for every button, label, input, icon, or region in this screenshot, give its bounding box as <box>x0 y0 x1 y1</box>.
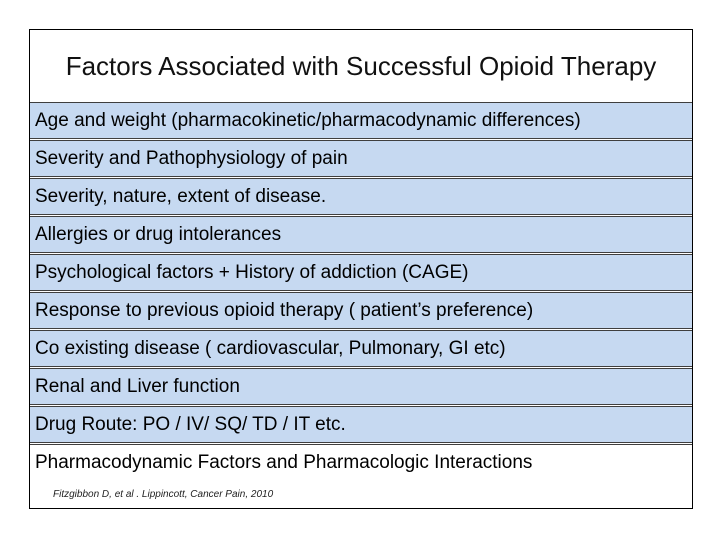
factor-row-renal-liver: Renal and Liver function <box>30 368 692 405</box>
factor-row-disease-extent: Severity, nature, extent of disease. <box>30 178 692 215</box>
factor-row-previous-response: Response to previous opioid therapy ( patient’s preference) <box>30 292 692 329</box>
citation-text: Fitzgibbon D, et al . Lippincott, Cancer Pain, 2010 <box>53 489 274 500</box>
factor-row-pharmacodynamic: Pharmacodynamic Factors and Pharmacologic Interactions <box>30 444 692 481</box>
factor-row-drug-route: Drug Route: PO / IV/ SQ/ TD / IT etc. <box>30 406 692 443</box>
slide-title: Factors Associated with Successful Opioid Therapy <box>65 50 657 81</box>
factor-row-age-weight: Age and weight (pharmacokinetic/pharmacodynamic differences) <box>30 102 692 139</box>
factor-row-pain-severity: Severity and Pathophysiology of pain <box>30 140 692 177</box>
factor-row-psychological: Psychological factors + History of addiction (CAGE) <box>30 254 692 291</box>
factor-table <box>30 102 692 482</box>
factor-row-coexisting-disease: Co existing disease ( cardiovascular, Pulmonary, GI etc) <box>30 330 692 367</box>
factor-row-allergies: Allergies or drug intolerances <box>30 216 692 253</box>
slide-frame <box>29 29 693 509</box>
